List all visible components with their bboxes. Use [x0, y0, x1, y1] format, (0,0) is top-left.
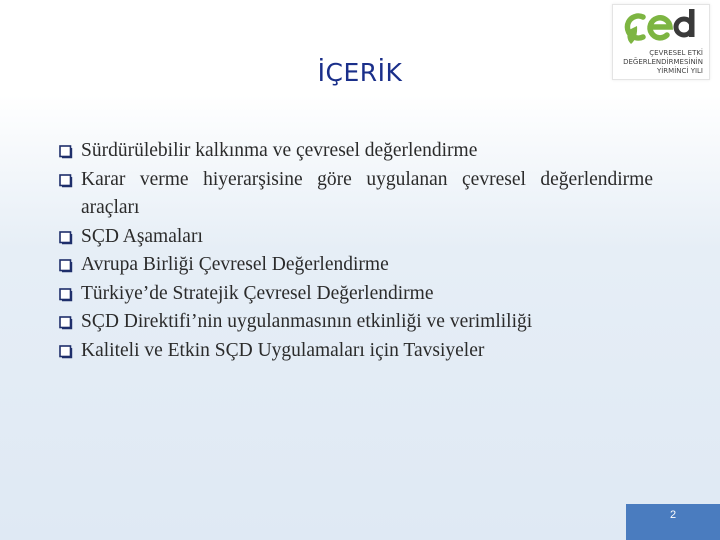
checkbox-bullet-icon: [59, 145, 73, 159]
list-item-text: SÇD Aşamaları: [81, 225, 203, 247]
list-item-text: Türkiye’de Stratejik Çevresel Değerlendirme: [81, 282, 434, 304]
logo-line-1: ÇEVRESEL ETKİ: [649, 49, 703, 57]
checkbox-bullet-icon: [59, 288, 73, 302]
list-item-text: Kaliteli ve Etkin SÇD Uygulamaları için Tavsiyeler: [81, 339, 485, 361]
list-item: [58, 223, 653, 252]
list-item-text: SÇD Direktifi’nin uygulanmasının etkinliği ve verimliliği: [81, 311, 533, 332]
checkbox-bullet-icon: [59, 316, 73, 330]
checkbox-bullet-icon: [59, 174, 73, 188]
ced-logo-icon: [621, 8, 701, 46]
list-item: [58, 280, 653, 309]
logo-line-2: DEĞERLENDİRMESİNİN: [623, 58, 703, 66]
page-number-box: [626, 504, 720, 540]
list-item: [58, 337, 653, 366]
list-item: [58, 137, 653, 166]
ced-logo: [612, 4, 710, 80]
content-list: [58, 137, 653, 365]
list-item: [58, 251, 653, 280]
page-number: 2: [669, 509, 677, 521]
list-item: [58, 166, 653, 223]
list-item: [58, 308, 653, 337]
list-item-text: Karar verme hiyerarşisine göre uygulanan çevresel değerlendirme araçları: [81, 168, 653, 218]
checkbox-bullet-icon: [59, 345, 73, 359]
checkbox-bullet-icon: [59, 231, 73, 245]
slide-title: İÇERİK: [317, 58, 403, 87]
checkbox-bullet-icon: [59, 259, 73, 273]
logo-line-3: YİRMİNCİ YILI: [656, 67, 703, 75]
list-item-text: Avrupa Birliği Çevresel Değerlendirme: [81, 254, 389, 275]
list-item-text: Sürdürülebilir kalkınma ve çevresel değerlendirme: [81, 140, 478, 161]
